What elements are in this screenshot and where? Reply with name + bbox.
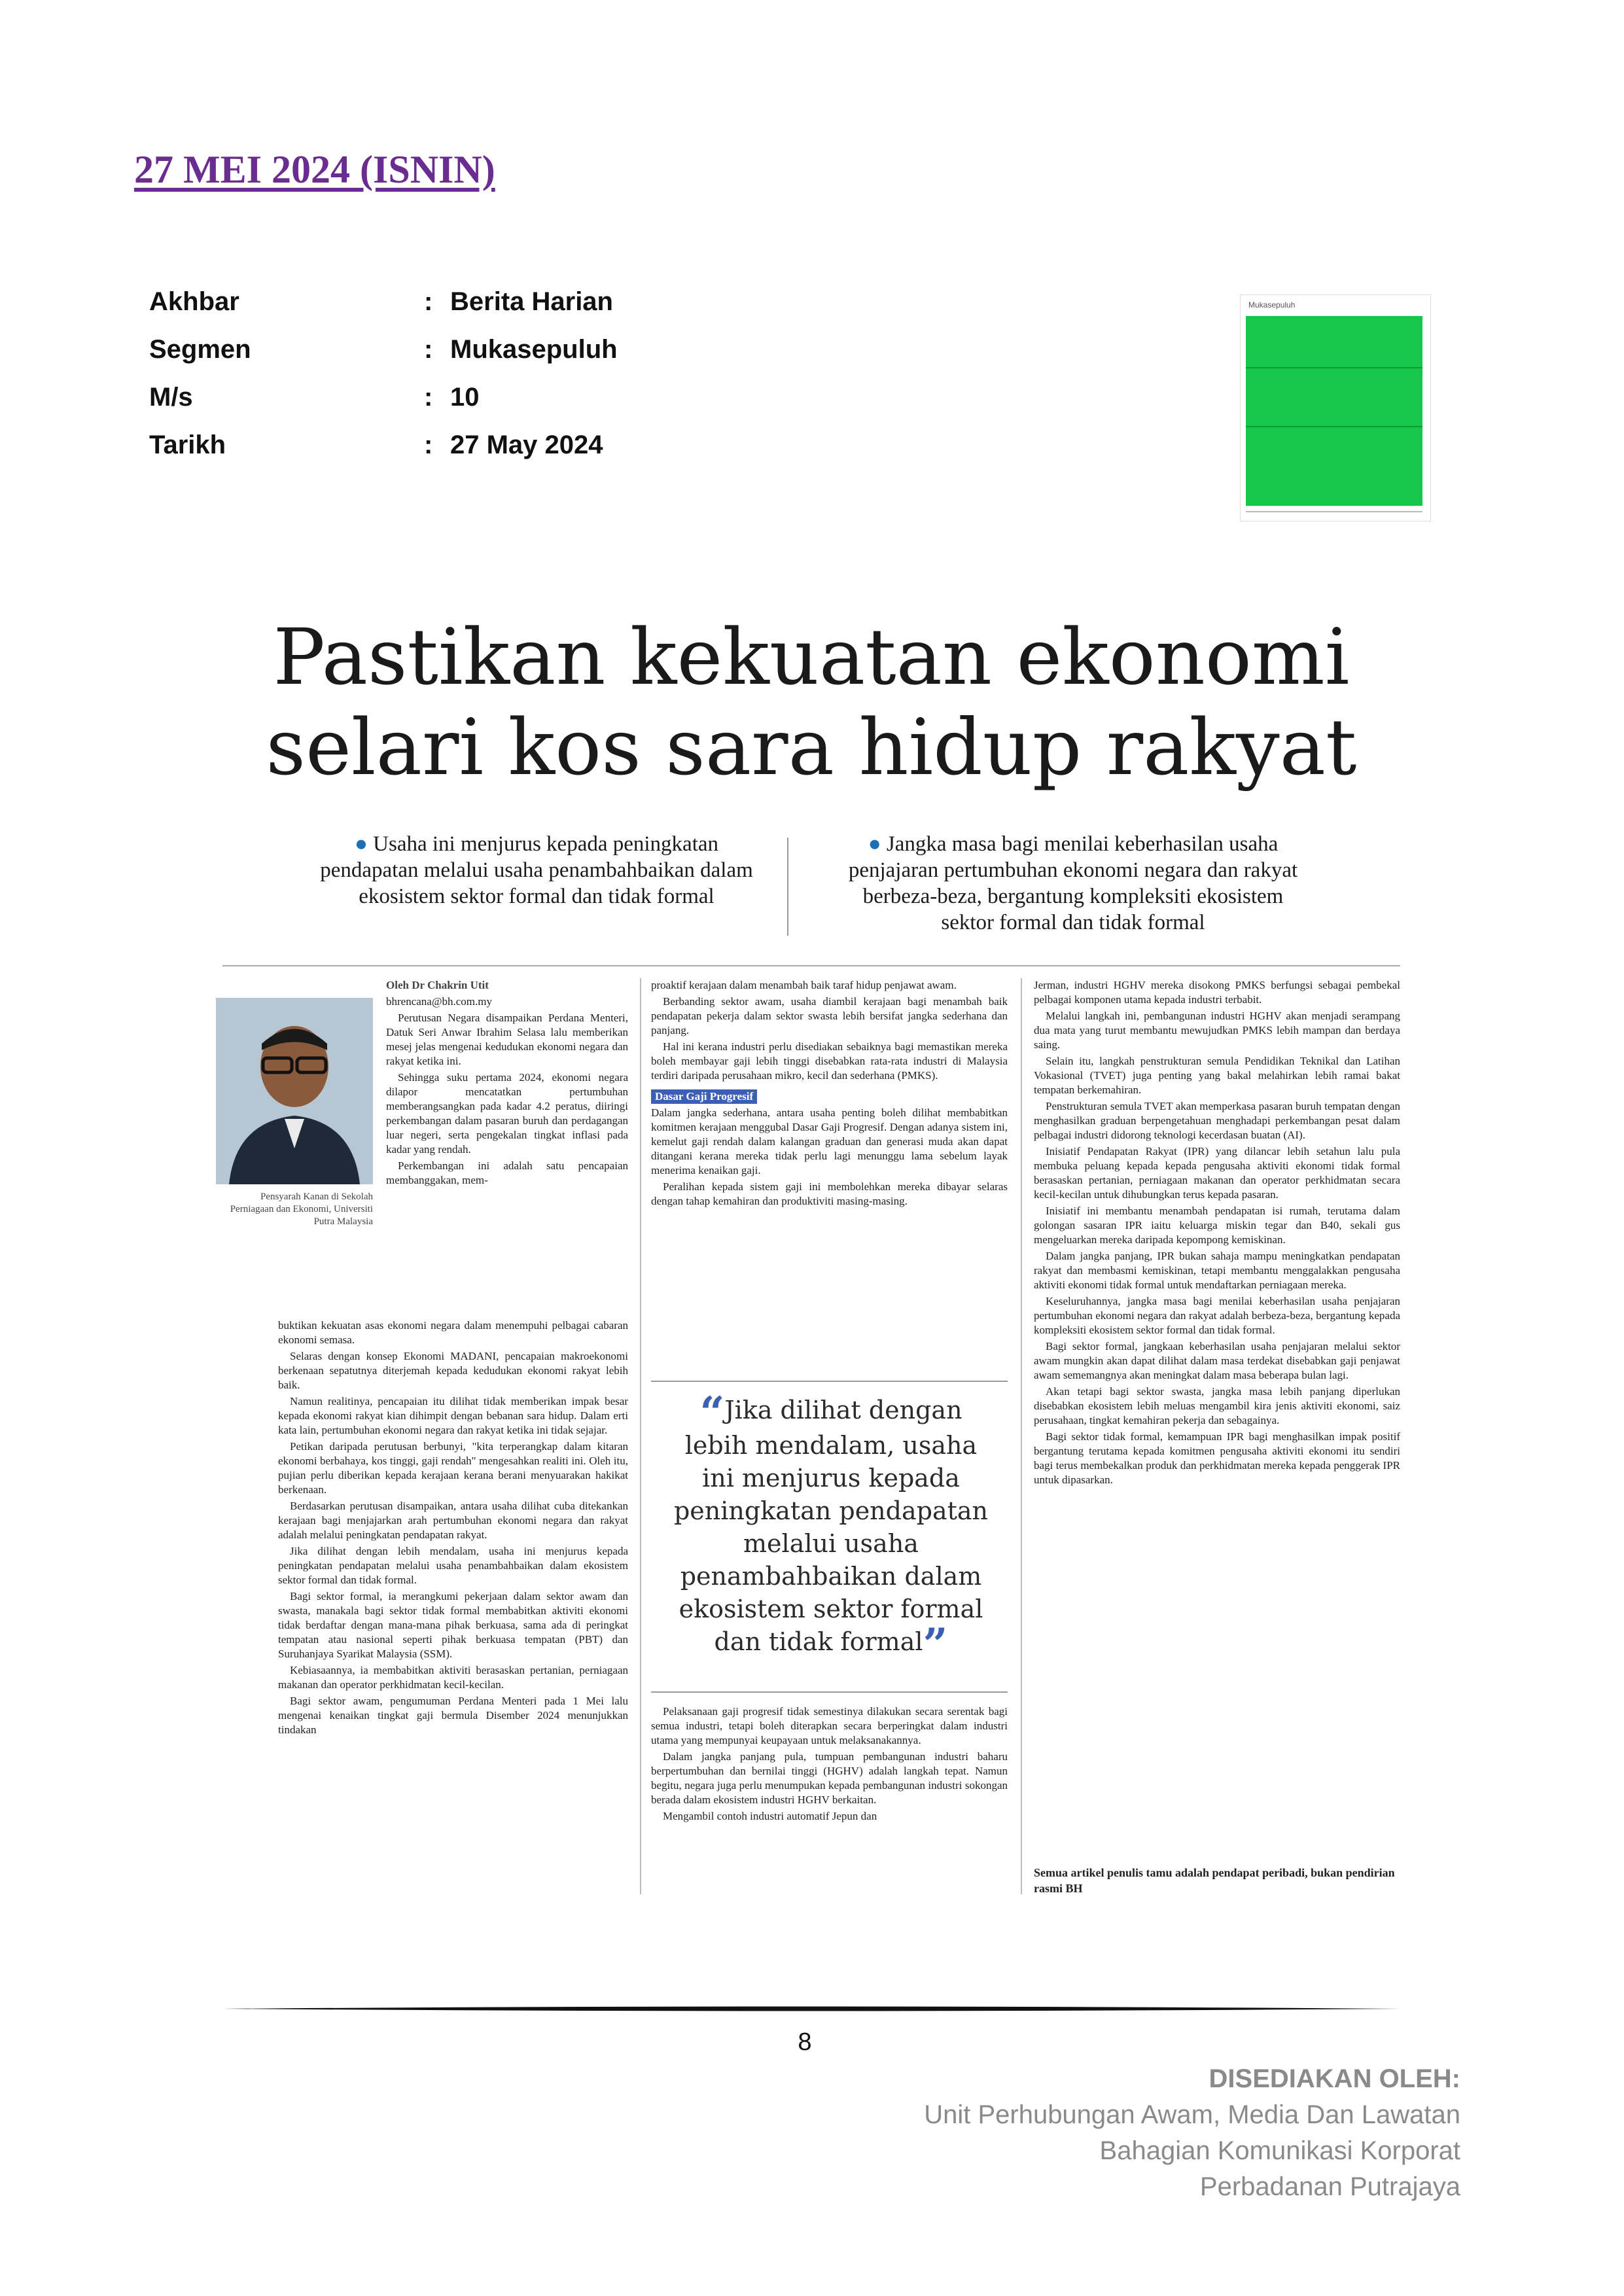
- deck-text: Jangka masa bagi menilai keberhasilan usaha penjajaran pertumbuhan ekonomi negara dan rakyat berbeza-beza, bergantung kompleksiti ekosistem sektor formal dan tidak formal: [848, 832, 1298, 934]
- photo-caption: Pensyarah Kanan di Sekolah Perniagaan dan Ekonomi, Universiti Putra Malaysia: [230, 1192, 373, 1227]
- meta-row-akhbar: [149, 278, 738, 326]
- article-paragraph: proaktif kerajaan dalam menambah baik taraf hidup penjawat awam.: [651, 979, 957, 991]
- deck-right: [844, 831, 1302, 936]
- meta-colon: :: [424, 431, 433, 459]
- article-headline: [216, 612, 1407, 792]
- thumbnail-line: [1246, 367, 1422, 368]
- article-clipping: [216, 612, 1407, 1924]
- article-paragraph: Petikan daripada perutusan berbunyi, "kita terperangkap dalam kitaran ekonomi berbahaya, kos tinggi, gaji rendah" mengesahkan realiti ini. Oleh itu, pujian perlu diberikan kepada kerajaan kerana berani menyuarakan hakikat berkenaan.: [278, 1440, 628, 1496]
- meta-colon: :: [424, 335, 433, 364]
- prepared-by-line: Unit Perhubungan Awam, Media Dan Lawatan: [924, 2100, 1460, 2129]
- deck-text: Usaha ini menjurus kepada peningkatan pendapatan melalui usaha penambahbaikan dalam ekosistem sektor formal dan tidak formal: [320, 832, 753, 908]
- thumbnail-highlight: [1246, 316, 1422, 506]
- metadata-table: [149, 278, 738, 469]
- article-paragraph: Akan tetapi bagi sektor swasta, jangka masa lebih panjang diperlukan disebabkan ekosistem lebih meluas mengambil kira jenis aktiviti ekonomi, saiz perusahaan, tingkat kemahiran pekerja dan sebagainya.: [1034, 1385, 1400, 1426]
- pull-quote: [667, 1387, 995, 1670]
- section-rule: [222, 965, 1400, 966]
- prepared-by-line: Perbadanan Putrajaya: [1199, 2172, 1460, 2201]
- article-paragraph: Sehingga suku pertama 2024, ekonomi negara dilapor mencatatkan pertumbuhan memberangsangkan pada kadar 4.2 peratus, diiringi perkembangan dalam pasaran buruh dan perdagangan luar negeri, serta pengekalan tingkat inflasi pada kadar yang rendah.: [386, 1071, 628, 1156]
- author-portrait-icon: [216, 998, 373, 1184]
- article-paragraph: Dalam jangka sederhana, antara usaha penting boleh dilihat membabitkan komitmen kerajaan menggubal Dasar Gaji Progresif. Dengan adanya sistem ini, kemelut gaji rendah dalam kalangan graduan dan generasi muda akan dapat ditangani kerana mereka tidak perlu lagi menunggu lama sebelum layak menerima kenaikan gaji.: [651, 1106, 1008, 1176]
- article-paragraph: Hal ini kerana industri perlu disediakan sebaiknya bagi memastikan mereka boleh membayar gaji lebih tinggi disebabkan rata-rata industri di Malaysia terdiri daripada perusahaan mikro, kecil dan sederhana (PMKS).: [651, 1040, 1008, 1082]
- headline-line: Pastikan kekuatan ekonomi: [273, 612, 1350, 702]
- column-divider: [1021, 978, 1022, 1894]
- article-column-2: [651, 978, 1008, 1210]
- article-paragraph: Penstrukturan semula TVET akan memperkasa pasaran buruh tempatan dengan menghasilkan graduan berpengetahuan menghadapi perkembangan pesat dalam pelbagai industri didorong teknologi kecerdasan buatan (AI).: [1034, 1100, 1400, 1141]
- bullet-icon: ●: [868, 832, 887, 856]
- article-paragraph: Peralihan kepada sistem gaji ini membolehkan mereka dibayar selaras dengan tahap kemahiran dan produktiviti masing-masing.: [651, 1180, 1008, 1207]
- meta-label: M/s: [149, 383, 193, 412]
- article-paragraph: Berbanding sektor awam, usaha diambil kerajaan bagi menambah baik pendapatan pekerja dalam sektor swasta lebih bersifat jangka sederhana dan panjang.: [651, 995, 1008, 1036]
- author-name: Oleh Dr Chakrin Utit: [386, 979, 489, 991]
- article-paragraph: Jerman, industri HGHV mereka disokong PMKS berfungsi sebagai pembekal pelbagai komponen utama kepada industri terbabit.: [1034, 979, 1400, 1006]
- date-heading: 27 MEI 2024 (ISNIN): [134, 148, 495, 191]
- deck-divider: [787, 838, 788, 936]
- meta-label: Tarikh: [149, 431, 226, 459]
- headline-line: selari kos sara hidup rakyat: [266, 702, 1357, 792]
- meta-colon: :: [424, 383, 433, 412]
- article-paragraph: Bagi sektor formal, ia merangkumi pekerjaan dalam sektor awam dan swasta, manakala bagi sektor tidak formal membabitkan aktiviti ekonomi tidak berdaftar dengan mana-mana pihak berkuasa, sama ada di peringkat tempatan atau nasional seperti pihak berkuasa tempatan (PBT) dan Suruhanjaya Syarikat Malaysia (SSM).: [278, 1590, 628, 1660]
- article-paragraph: Selaras dengan konsep Ekonomi MADANI, pencapaian makroekonomi berkenaan sepatutnya diterjemah kepada kedudukan ekonomi rakyat lebih baik.: [278, 1350, 628, 1391]
- article-paragraph: Dalam jangka panjang, IPR bukan sahaja mampu meningkatkan pendapatan rakyat dan membasmi kemiskinan, tetapi membantu menggalakkan pengusaha aktiviti ekonomi tidak formal untuk mendaftarkan perniagaan mereka.: [1034, 1250, 1400, 1291]
- meta-value: 27 May 2024: [450, 431, 603, 459]
- article-footnote: Semua artikel penulis tamu adalah pendapat peribadi, bukan pendirian rasmi BH: [1034, 1866, 1395, 1895]
- meta-label: Akhbar: [149, 287, 239, 316]
- article-paragraph: Jika dilihat dengan lebih mendalam, usaha ini menjurus kepada peningkatan pendapatan melalui usaha penambahbaikan dalam ekosistem sektor formal dan tidak formal.: [278, 1545, 628, 1586]
- open-quote-icon: “: [699, 1387, 725, 1438]
- page-number: 8: [798, 2028, 812, 2056]
- meta-row-segmen: [149, 326, 738, 374]
- prepared-by-line: Bahagian Komunikasi Korporat: [1099, 2136, 1460, 2165]
- meta-value: Mukasepuluh: [450, 335, 618, 364]
- article-paragraph: Bagi sektor awam, pengumuman Perdana Menteri pada 1 Mei lalu mengenai kenaikan tingkat gaji bermula Disember 2024 menunjukkan tindakan: [278, 1695, 628, 1736]
- article-paragraph: Dalam jangka panjang pula, tumpuan pembangunan industri baharu berpertumbuhan dan bernilai tinggi (HGHV) adalah langkah tepat. Namun begitu, negara juga perlu menumpukan kepada pembangunan industri sokongan berada dalam ekosistem industri HGHV berkaitan.: [651, 1750, 1008, 1806]
- prepared-by: [924, 2061, 1460, 2205]
- thumbnail-line: [1246, 426, 1422, 427]
- meta-row-ms: [149, 374, 738, 421]
- article-paragraph: buktikan kekuatan asas ekonomi negara dalam menempuhi pelbagai cabaran ekonomi semasa.: [278, 1319, 628, 1346]
- article-paragraph: Perkembangan ini adalah satu pencapaian membanggakan, mem-: [386, 1159, 628, 1186]
- article-paragraph: Mengambil contoh industri automatif Jepun dan: [663, 1810, 877, 1822]
- article-column-3: [1034, 978, 1400, 1489]
- page-thumbnail: [1240, 294, 1431, 521]
- meta-row-tarikh: [149, 421, 738, 469]
- bullet-icon: ●: [354, 832, 374, 856]
- thumbnail-header: Mukasepuluh: [1248, 300, 1296, 309]
- deck-left: [308, 831, 766, 910]
- article-paragraph: Namun realitinya, pencapaian itu dilihat tidak memberikan impak besar kepada ekonomi rakyat kian dihimpit dengan bebanan sara hidup. Dalam erti kata lain, pertumbuhan ekonomi negara dan rakyat ketika ini tidak sejajar.: [278, 1395, 628, 1436]
- article-column-1: [386, 978, 628, 1190]
- pull-quote-text: Jika dilihat dengan lebih mendalam, usaha ini menjurus kepada peningkatan pendapatan melalui usaha penambahbaikan dalam ekosistem sektor formal dan tidak formal: [673, 1396, 989, 1656]
- article-paragraph: Berdasarkan perutusan disampaikan, antara usaha dilihat cuba ditekankan kerajaan bagi menjajarkan arah pertumbuhan ekonomi negara dan rakyat adalah melalui peningkatan pendapatan rakyat.: [278, 1500, 628, 1541]
- article-paragraph: Melalui langkah ini, pembangunan industri HGHV akan menjadi serampang dua mata yang turut membantu mewujudkan PMKS lebih mampan dan berdaya saing.: [1034, 1010, 1400, 1051]
- meta-value: 10: [450, 383, 480, 412]
- meta-value: Berita Harian: [450, 287, 613, 316]
- article-paragraph: Perutusan Negara disampaikan Perdana Menteri, Datuk Seri Anwar Ibrahim Selasa lalu memberikan mesej jelas mengenai kedudukan ekonomi negara dan rakyat ketika ini.: [386, 1012, 628, 1067]
- subheading: Dasar Gaji Progresif: [651, 1089, 757, 1104]
- article-paragraph: Bagi sektor formal, jangkaan keberhasilan usaha penjajaran melalui sektor awam mungkin akan dapat dilihat dalam masa terdekat disebabkan gaji penjawat awam sememangnya akan meningkat dalam masa beberapa bulan lagi.: [1034, 1340, 1400, 1381]
- article-paragraph: Pelaksanaan gaji progresif tidak semestinya dilakukan secara serentak bagi semua industri, tetapi boleh diterapkan secara berperingkat dalam industri utama yang mempunyai keupayaan untuk melaksanakannya.: [651, 1705, 1008, 1746]
- quote-rule: [651, 1381, 1008, 1382]
- quote-rule: [651, 1691, 1008, 1693]
- thumbnail-line: [1246, 511, 1422, 512]
- author-photo: [216, 998, 373, 1184]
- close-quote-icon: ”: [923, 1619, 948, 1670]
- article-column-1-lower: [278, 1318, 628, 1739]
- article-paragraph: Inisiatif Pendapatan Rakyat (IPR) yang dilancar lebih setahun lalu pula membuka peluang kepada kepada pengusaha aktiviti ekonomi tidak formal berasaskan pertanian, perniagaan makanan dan operator perkhidmatan secara kecil-kecilan untuk dihubungkan terus kepada pasaran.: [1034, 1145, 1400, 1201]
- article-paragraph: Kebiasaannya, ia membabitkan aktiviti berasaskan pertanian, perniagaan makanan dan operator perkhidmatan kecil-kecilan.: [278, 1664, 628, 1691]
- meta-colon: :: [424, 287, 433, 316]
- article-column-2-lower: [651, 1704, 1008, 1826]
- bottom-rule: [222, 2005, 1400, 2012]
- author-email: bhrencana@bh.com.my: [386, 995, 492, 1008]
- article-paragraph: Keseluruhannya, jangka masa bagi menilai keberhasilan usaha penjajaran pertumbuhan ekonomi negara dan rakyat adalah berbeza-beza, bergantung kepada kompleksiti ekosistem sektor formal dan tidak formal.: [1034, 1295, 1400, 1336]
- article-paragraph: Bagi sektor tidak formal, kemampuan IPR bagi menghasilkan impak positif bergantung terutama kepada komitmen pengusaha aktiviti ekonomi itu sendiri bagi terus membekalkan produk dan perkhidmatan mereka kepada penggerak IPR untuk dipasarkan.: [1034, 1430, 1400, 1486]
- article-paragraph: Inisiatif ini membantu menambah pendapatan isi rumah, terutama dalam golongan sasaran IPR iaitu keluarga miskin tegar dan B40, sekali gus mengeluarkan mereka daripada kepompong kemiskinan.: [1034, 1205, 1400, 1246]
- article-paragraph: Selain itu, langkah penstrukturan semula Pendidikan Teknikal dan Latihan Vokasional (TVET) juga penting yang bakal melahirkan lebih ramai bakat tempatan berkemahiran.: [1034, 1055, 1400, 1096]
- prepared-by-label: DISEDIAKAN OLEH:: [1209, 2064, 1460, 2093]
- column-divider: [640, 978, 641, 1894]
- meta-label: Segmen: [149, 335, 251, 364]
